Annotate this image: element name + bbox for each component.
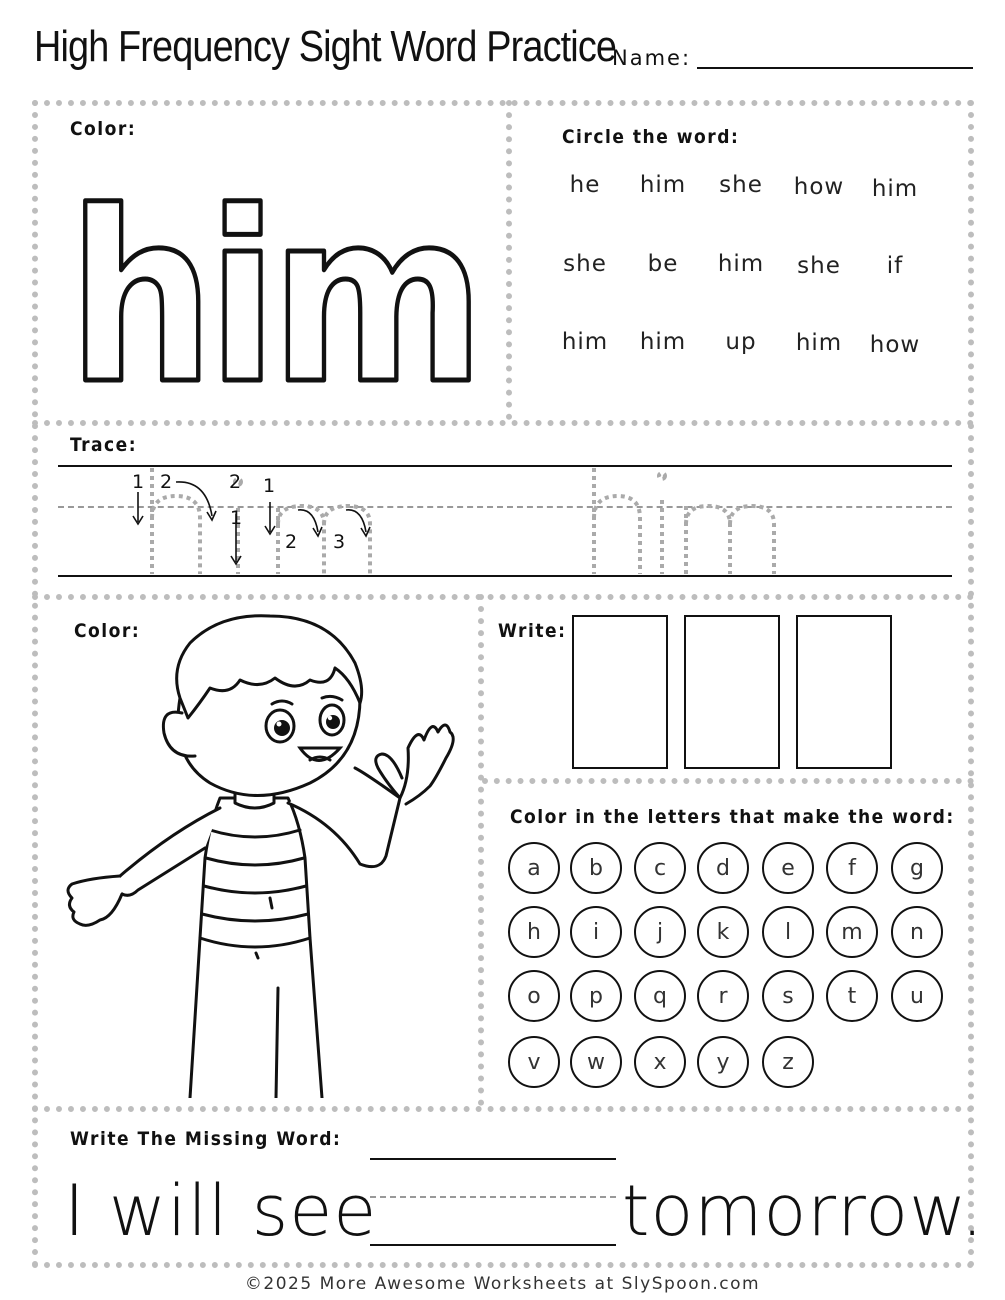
sentence-after: tomorrow. — [622, 1170, 985, 1252]
circle-word-option[interactable]: she — [719, 172, 763, 198]
circle-word-option[interactable]: him — [795, 330, 843, 356]
frame-right — [968, 100, 974, 1268]
divider-v-top — [506, 100, 512, 420]
circle-word-label: Circle the word: — [562, 126, 740, 148]
letter-circle[interactable]: b — [570, 842, 622, 894]
letter-circle[interactable]: v — [508, 1036, 560, 1088]
circle-word-option[interactable]: she — [563, 251, 607, 277]
trace-guide[interactable] — [0, 450, 1005, 590]
boy-illustration[interactable] — [60, 608, 460, 1098]
color-letters-label: Color in the letters that make the word: — [510, 806, 955, 828]
circle-word-option[interactable]: him — [639, 172, 687, 198]
circle-word-option[interactable]: him — [639, 329, 687, 355]
color-word-label: Color: — [70, 118, 137, 140]
sentence-before: I will see — [64, 1170, 378, 1252]
write-box-2[interactable] — [684, 615, 780, 769]
letter-circle[interactable]: i — [570, 906, 622, 958]
letter-circle[interactable]: a — [508, 842, 560, 894]
letter-circle[interactable]: p — [570, 970, 622, 1022]
circle-word-option[interactable]: if — [886, 253, 904, 279]
blank-top-line — [370, 1158, 616, 1160]
circle-word-option[interactable]: up — [725, 329, 757, 355]
divider-v-mid — [478, 594, 484, 1106]
letter-circle[interactable]: m — [826, 906, 878, 958]
blank-mid-line — [370, 1196, 616, 1198]
letter-circle[interactable]: q — [634, 970, 686, 1022]
circle-word-option[interactable]: how — [793, 174, 845, 200]
frame-bottom — [32, 1262, 974, 1268]
name-line[interactable] — [697, 67, 973, 69]
letter-circle[interactable]: r — [697, 970, 749, 1022]
circle-word-option[interactable]: how — [869, 332, 921, 358]
stroke-number: 2 — [285, 531, 298, 553]
divider-3 — [482, 778, 974, 784]
letter-circle[interactable]: k — [697, 906, 749, 958]
page-title: High Frequency Sight Word Practice — [34, 22, 617, 71]
letter-circle[interactable]: c — [634, 842, 686, 894]
letter-circle[interactable]: e — [762, 842, 814, 894]
missing-word-label: Write The Missing Word: — [70, 1128, 342, 1150]
circle-word-option[interactable]: him — [561, 329, 609, 355]
divider-1 — [32, 420, 974, 426]
letter-circle[interactable]: g — [891, 842, 943, 894]
letter-circle[interactable]: u — [891, 970, 943, 1022]
circle-word-option[interactable]: he — [569, 172, 601, 198]
letter-circle[interactable]: t — [826, 970, 878, 1022]
stroke-number: 3 — [333, 531, 346, 553]
divider-2 — [32, 594, 974, 600]
write-label: Write: — [498, 620, 567, 642]
missing-word-blank[interactable] — [370, 1244, 616, 1246]
letter-circle[interactable]: d — [697, 842, 749, 894]
letter-circle[interactable]: o — [508, 970, 560, 1022]
footer-credit: ©2025 More Awesome Worksheets at SlySpoon.com — [244, 1274, 761, 1294]
write-box-1[interactable] — [572, 615, 668, 769]
frame-left — [32, 100, 38, 1268]
letter-circle[interactable]: n — [891, 906, 943, 958]
circle-word-option[interactable]: him — [717, 251, 765, 277]
stroke-number: 1 — [230, 507, 243, 529]
stroke-number: 2 — [229, 471, 242, 493]
circle-word-option[interactable]: him — [871, 176, 919, 202]
color-picture-label: Color: — [74, 620, 141, 642]
circle-word-option[interactable]: be — [647, 251, 679, 277]
stroke-number: 2 — [160, 471, 173, 493]
letter-circle[interactable]: z — [762, 1036, 814, 1088]
letter-circle[interactable]: s — [762, 970, 814, 1022]
bubble-word-text: him — [68, 161, 478, 408]
letter-circle[interactable]: f — [826, 842, 878, 894]
letter-circle[interactable]: l — [762, 906, 814, 958]
name-label: Name: — [612, 46, 692, 70]
letter-circle[interactable]: y — [697, 1036, 749, 1088]
stroke-number: 1 — [263, 475, 276, 497]
bubble-word-him[interactable] — [62, 118, 492, 408]
trace-label: Trace: — [70, 434, 138, 456]
frame-top — [32, 100, 974, 106]
write-box-3[interactable] — [796, 615, 892, 769]
circle-word-option[interactable]: she — [797, 253, 841, 279]
stroke-number: 1 — [132, 471, 145, 493]
letter-circle[interactable]: w — [570, 1036, 622, 1088]
divider-4 — [32, 1106, 974, 1112]
letter-circle[interactable]: j — [634, 906, 686, 958]
letter-circle[interactable]: x — [634, 1036, 686, 1088]
letter-circle[interactable]: h — [508, 906, 560, 958]
